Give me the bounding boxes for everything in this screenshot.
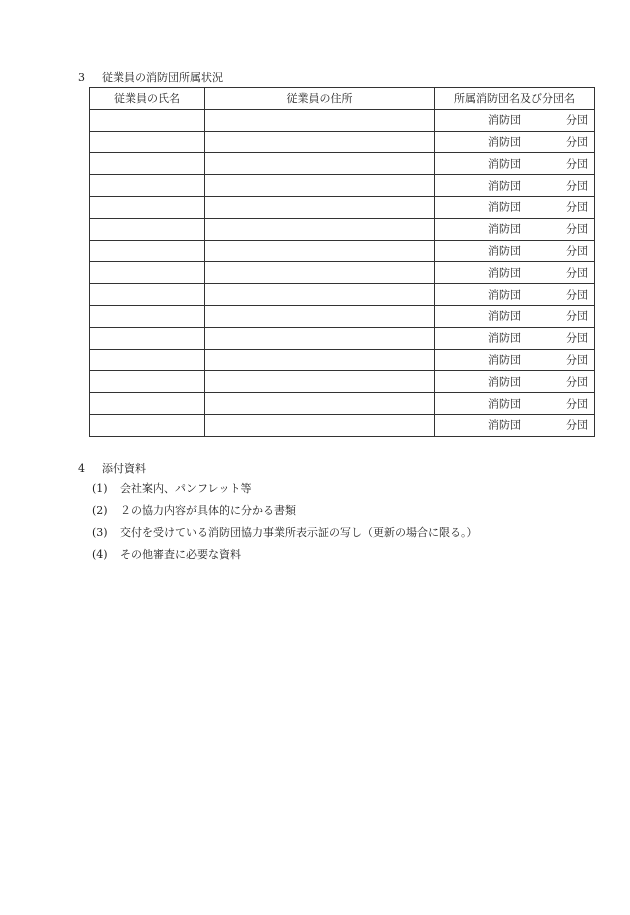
employee-name-cell[interactable] [90,305,205,327]
brigade-label: 消防団 [488,397,521,411]
employee-name-cell[interactable] [90,262,205,284]
list-item-index: (1) [92,482,108,495]
table-row [90,349,595,371]
brigade-label: 消防団 [488,375,521,389]
employee-address-cell[interactable] [205,218,435,240]
table-row [90,327,595,349]
employee-name-cell[interactable] [90,109,205,131]
employee-address-cell[interactable] [205,262,435,284]
table-row [90,109,595,131]
table-header-row [90,88,595,110]
employee-name-cell[interactable] [90,414,205,436]
employee-name-cell[interactable] [90,131,205,153]
branch-label: 分団 [566,397,588,411]
employee-address-cell[interactable] [205,371,435,393]
table-row [90,175,595,197]
employee-name-cell[interactable] [90,371,205,393]
employee-name-cell[interactable] [90,349,205,371]
list-item-text: その他審査に必要な資料 [120,548,241,561]
branch-label: 分団 [566,309,588,323]
employee-name-cell[interactable] [90,240,205,262]
header-employee-address: 従業員の住所 [205,88,435,110]
branch-label: 分団 [566,135,588,149]
table-row [90,131,595,153]
employee-address-cell[interactable] [205,327,435,349]
brigade-label: 消防団 [488,244,521,258]
brigade-branch-cell[interactable] [435,131,595,153]
table-row [90,218,595,240]
list-item-index: (2) [92,504,108,517]
list-item-text: ２の協力内容が具体的に分かる書類 [120,504,296,517]
header-brigade-branch: 所属消防団名及び分団名 [435,88,595,110]
employee-name-cell[interactable] [90,327,205,349]
branch-label: 分団 [566,244,588,258]
branch-label: 分団 [566,157,588,171]
table-row [90,414,595,436]
brigade-branch-cell[interactable] [435,196,595,218]
employee-name-cell[interactable] [90,393,205,415]
brigade-branch-cell[interactable] [435,327,595,349]
brigade-branch-cell[interactable] [435,262,595,284]
employee-name-cell[interactable] [90,153,205,175]
employee-address-cell[interactable] [205,414,435,436]
employee-address-cell[interactable] [205,349,435,371]
table-row [90,305,595,327]
list-item-text: 会社案内、パンフレット等 [120,482,252,495]
brigade-label: 消防団 [488,353,521,367]
table-row [90,284,595,306]
branch-label: 分団 [566,288,588,302]
brigade-branch-cell[interactable] [435,305,595,327]
employee-address-cell[interactable] [205,393,435,415]
section-3-title: 従業員の消防団所属状況 [102,71,223,84]
branch-label: 分団 [566,331,588,345]
list-item [92,482,478,504]
table-row [90,153,595,175]
branch-label: 分団 [566,200,588,214]
employee-address-cell[interactable] [205,109,435,131]
brigade-label: 消防団 [488,200,521,214]
brigade-branch-cell[interactable] [435,414,595,436]
table-row [90,240,595,262]
employee-name-cell[interactable] [90,196,205,218]
brigade-label: 消防団 [488,157,521,171]
brigade-branch-cell[interactable] [435,371,595,393]
employee-address-cell[interactable] [205,175,435,197]
employee-name-cell[interactable] [90,218,205,240]
brigade-label: 消防団 [488,135,521,149]
brigade-label: 消防団 [488,113,521,127]
list-item-text: 交付を受けている消防団協力事業所表示証の写し（更新の場合に限る。） [120,526,478,539]
table-row [90,393,595,415]
list-item [92,548,478,570]
header-employee-name: 従業員の氏名 [90,88,205,110]
brigade-branch-cell[interactable] [435,109,595,131]
attachment-list [92,482,478,570]
table-row [90,196,595,218]
list-item [92,526,478,548]
section-3-heading [78,69,223,85]
section-3-number: 3 [78,71,85,84]
section-4-heading [78,460,146,476]
brigade-branch-cell[interactable] [435,393,595,415]
employee-address-cell[interactable] [205,196,435,218]
branch-label: 分団 [566,353,588,367]
employee-address-cell[interactable] [205,131,435,153]
employee-name-cell[interactable] [90,284,205,306]
list-item [92,504,478,526]
brigade-label: 消防団 [488,309,521,323]
branch-label: 分団 [566,113,588,127]
list-item-index: (4) [92,548,108,561]
branch-label: 分団 [566,375,588,389]
branch-label: 分団 [566,266,588,280]
brigade-branch-cell[interactable] [435,218,595,240]
brigade-label: 消防団 [488,266,521,280]
brigade-branch-cell[interactable] [435,349,595,371]
table-row [90,371,595,393]
branch-label: 分団 [566,222,588,236]
brigade-branch-cell[interactable] [435,284,595,306]
employee-address-cell[interactable] [205,240,435,262]
brigade-branch-cell[interactable] [435,240,595,262]
employee-address-cell[interactable] [205,284,435,306]
employee-address-cell[interactable] [205,153,435,175]
brigade-branch-cell[interactable] [435,175,595,197]
branch-label: 分団 [566,418,588,432]
section-4-number: 4 [78,462,85,475]
brigade-label: 消防団 [488,331,521,345]
brigade-branch-cell[interactable] [435,153,595,175]
table-row [90,262,595,284]
brigade-label: 消防団 [488,179,521,193]
employee-address-cell[interactable] [205,305,435,327]
brigade-label: 消防団 [488,418,521,432]
brigade-label: 消防団 [488,222,521,236]
brigade-membership-table [89,87,595,437]
list-item-index: (3) [92,526,108,539]
employee-name-cell[interactable] [90,175,205,197]
branch-label: 分団 [566,179,588,193]
brigade-label: 消防団 [488,288,521,302]
section-4-title: 添付資料 [102,462,146,475]
